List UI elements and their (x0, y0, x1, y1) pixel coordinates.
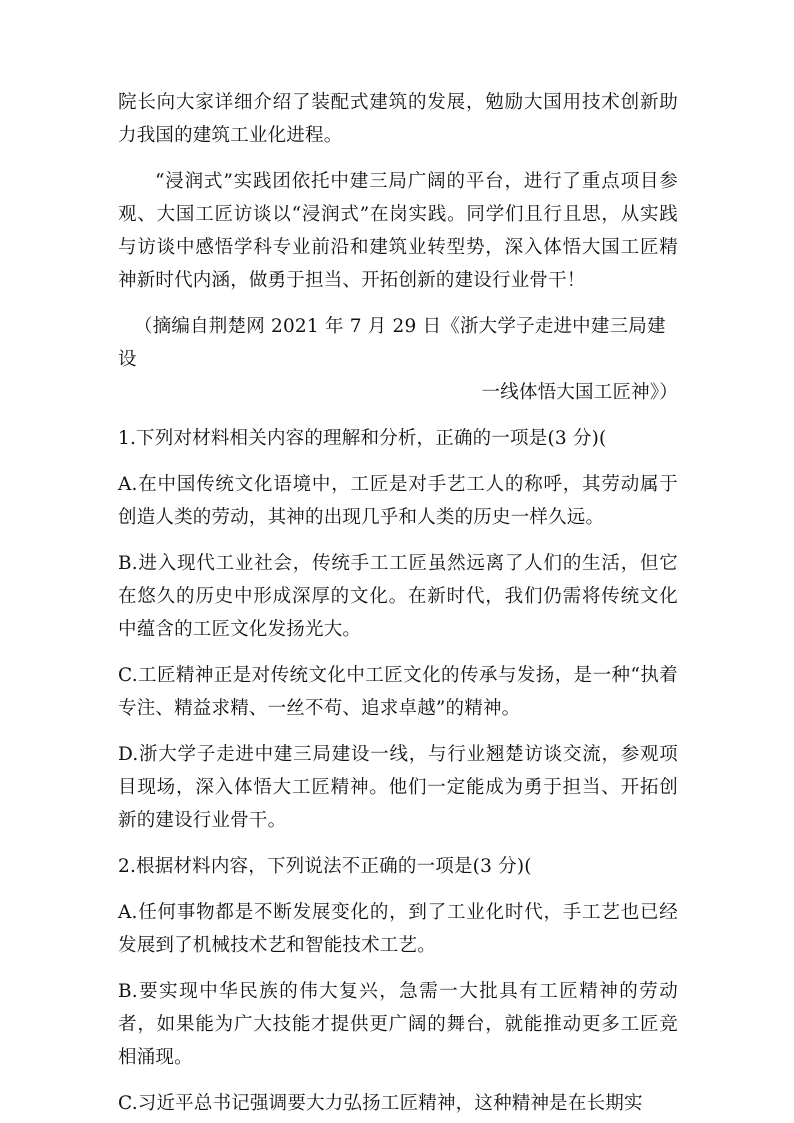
paragraph-academician-intro: 院长向大家详细介绍了装配式建筑的发展，勉励大国用技术创新助力我国的建筑工业化进程。 (118, 92, 678, 146)
document-page (118, 86, 678, 1120)
question-2-option-c: C.习近平总书记强调要大力弘扬工匠精神，这种精神是在长期实 (118, 1093, 643, 1114)
source-citation-line-2: 一线体悟大国工匠神》） (481, 382, 678, 403)
question-1-option-b: B.进入现代工业社会，传统手工工匠虽然远离了人们的生活，但它在悠久的历史中形成深厚的文化。在新时代，我们仍需将传统文化中蕴含的工匠文化发扬光大。 (118, 553, 678, 640)
question-1-stem: 1.下列对材料相关内容的理解和分析，正确的一项是(3 分)( (118, 428, 607, 449)
question-2-option-b: B.要实现中华民族的伟大复兴，急需一大批具有工匠精神的劳动者，如果能为广大技能才提供更广阔的舞台，就能推动更多工匠竞相涌现。 (118, 981, 678, 1068)
question-2-option-a: A.任何事物都是不断发展变化的，到了工业化时代，手工艺也已经发展到了机械技术艺和智能技术工艺。 (118, 902, 678, 956)
paragraph-practice-team: “浸润式”实践团依托中建三局广阔的平台，进行了重点项目参观、大国工匠访谈以“浸润式”在岗实践。同学们且行且思，从实践与访谈中感悟学科专业前沿和建筑业转型势，深入体悟大国工匠精神新时代内涵，做勇于担当、开拓创新的建设行业骨干！ (118, 171, 678, 291)
question-2-stem: 2.根据材料内容，下列说法不正确的一项是(3 分)( (118, 856, 532, 877)
question-1-option-d: D.浙大学子走进中建三局建设一线，与行业翘楚访谈交流，参观项目现场，深入体悟大工匠精神。他们一定能成为勇于担当、开拓创新的建设行业骨干。 (118, 744, 678, 831)
source-citation-line-1: （摘编自荆楚网 2021 年 7 月 29 日《浙大学子走进中建三局建设 (118, 316, 666, 370)
question-1-option-a: A.在中国传统文化语境中，工匠是对手艺工人的称呼，其劳动属于创造人类的劳动，其神的出现几乎和人类的历史一样久远。 (118, 474, 678, 528)
question-1-option-c: C.工匠精神正是对传统文化中工匠文化的传承与发扬，是一种“执着专注、精益求精、一丝不苟、追求卓越”的精神。 (118, 665, 678, 719)
